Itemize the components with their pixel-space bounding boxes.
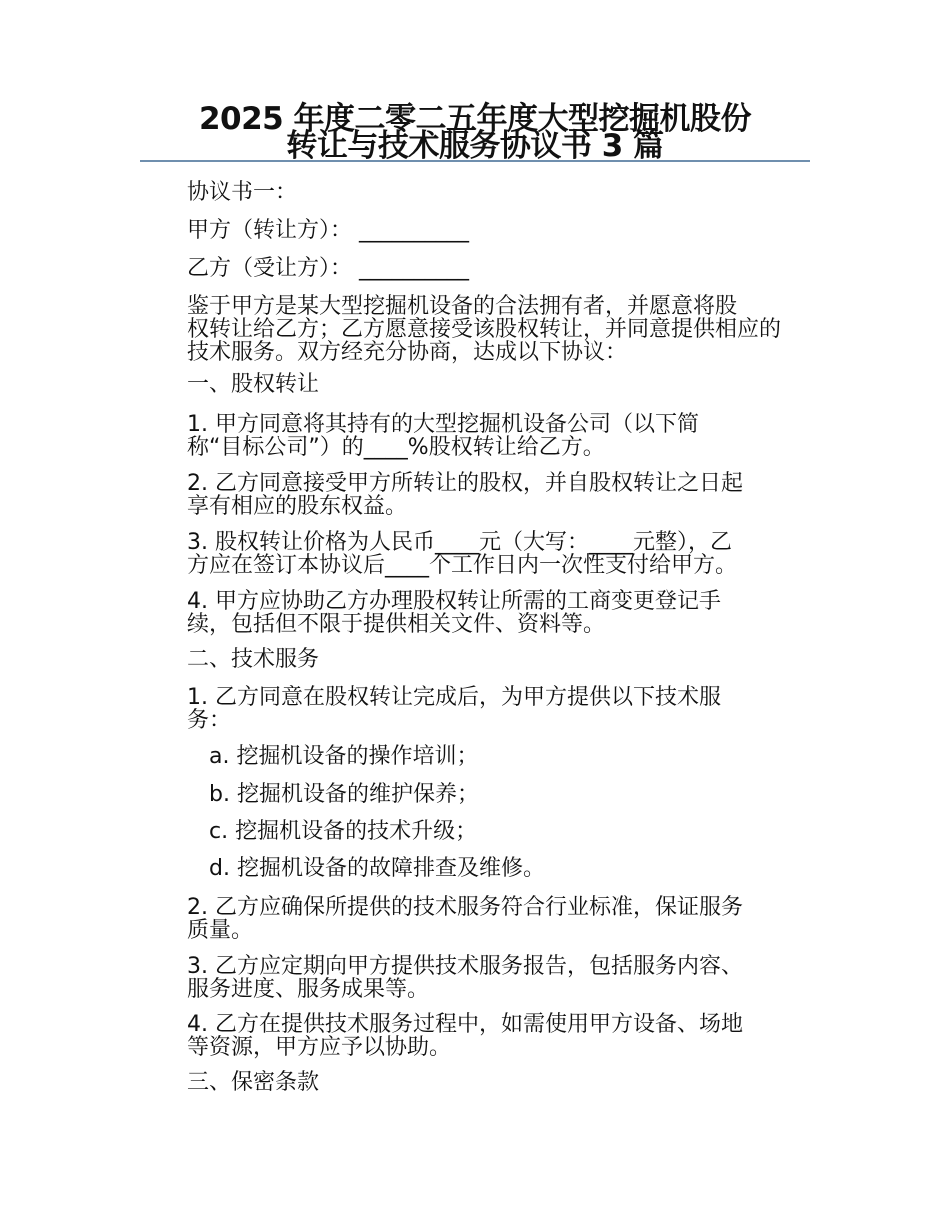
text-line: 鉴于甲方是某大型挖掘机设备的合法拥有者，并愿意将股 [187,294,738,319]
title-line: 2025 年度二零二五年度大型挖掘机股份 [198,101,752,137]
text-line: 2. 乙方同意接受甲方所转让的股权，并自股权转让之日起 [187,471,743,496]
clause-2-2 [140,896,810,942]
text-line: 二、技术服务 [187,647,320,672]
text-line: 1. 甲方同意将其持有的大型挖掘机设备公司（以下简 [187,412,699,437]
service-item-a [140,742,810,772]
text-line: 3. 乙方应定期向甲方提供技术服务报告，包括服务内容、 [187,954,743,979]
clause-2-4 [140,1013,810,1059]
clause-1-4 [140,590,810,636]
text-line: 4. 甲方应协助乙方办理股权转让所需的工商变更登记手 [187,589,721,614]
section-heading-confidentiality [140,1068,810,1098]
paragraph-party-a [140,216,810,246]
section-heading-technical-service [140,645,810,675]
paragraph-agreement-one [140,178,810,208]
section-heading-equity-transfer [140,370,810,400]
clause-1-2 [140,472,810,518]
clause-1-3 [140,531,810,577]
text-line: 享有相应的股东权益。 [187,494,408,519]
service-item-c [140,817,810,847]
title-underline [140,160,810,162]
clause-2-1 [140,686,810,732]
document-title [140,101,810,164]
text-line: 甲方（转让方）： __________ [187,218,469,243]
text-line: 权转让给乙方；乙方愿意接受该股权转让，并同意提供相应的 [187,317,782,342]
text-line: 1. 乙方同意在股权转让完成后，为甲方提供以下技术服 [187,685,721,710]
text-line: 称“目标公司”）的____%股权转让给乙方。 [187,435,605,460]
text-line: d. 挖掘机设备的故障排查及维修。 [209,856,545,881]
service-item-d [140,854,810,884]
text-line: 等资源，甲方应予以协助。 [187,1035,452,1060]
text-line: c. 挖掘机设备的技术升级； [209,819,478,844]
text-line: 一、股权转让 [187,372,320,397]
service-item-b [140,780,810,810]
paragraph-party-b [140,254,810,284]
text-line: a. 挖掘机设备的操作培训； [209,744,479,769]
text-line: 务： [187,708,232,733]
text-line: 乙方（受让方）： __________ [187,256,469,281]
title-line: 转让与技术服务协议书 3 篇 [286,128,664,164]
clause-1-1 [140,413,810,459]
text-line: 2. 乙方应确保所提供的技术服务符合行业标准，保证服务 [187,895,743,920]
text-line: 3. 股权转让价格为人民币____元（大写：____元整），乙 [187,530,732,555]
text-line: 方应在签订本协议后____个工作日内一次性支付给甲方。 [187,553,738,578]
text-line: b. 挖掘机设备的维护保养； [209,782,479,807]
text-line: 三、保密条款 [187,1070,320,1095]
text-line: 协议书一： [187,180,298,205]
clause-2-3 [140,955,810,1001]
text-line: 4. 乙方在提供技术服务过程中，如需使用甲方设备、场地 [187,1012,743,1037]
paragraph-preamble [140,295,810,364]
text-line: 续，包括但不限于提供相关文件、资料等。 [187,612,606,637]
text-line: 技术服务。双方经充分协商，达成以下协议： [187,340,628,365]
text-line: 服务进度、服务成果等。 [187,977,430,1002]
text-line: 质量。 [187,918,254,943]
